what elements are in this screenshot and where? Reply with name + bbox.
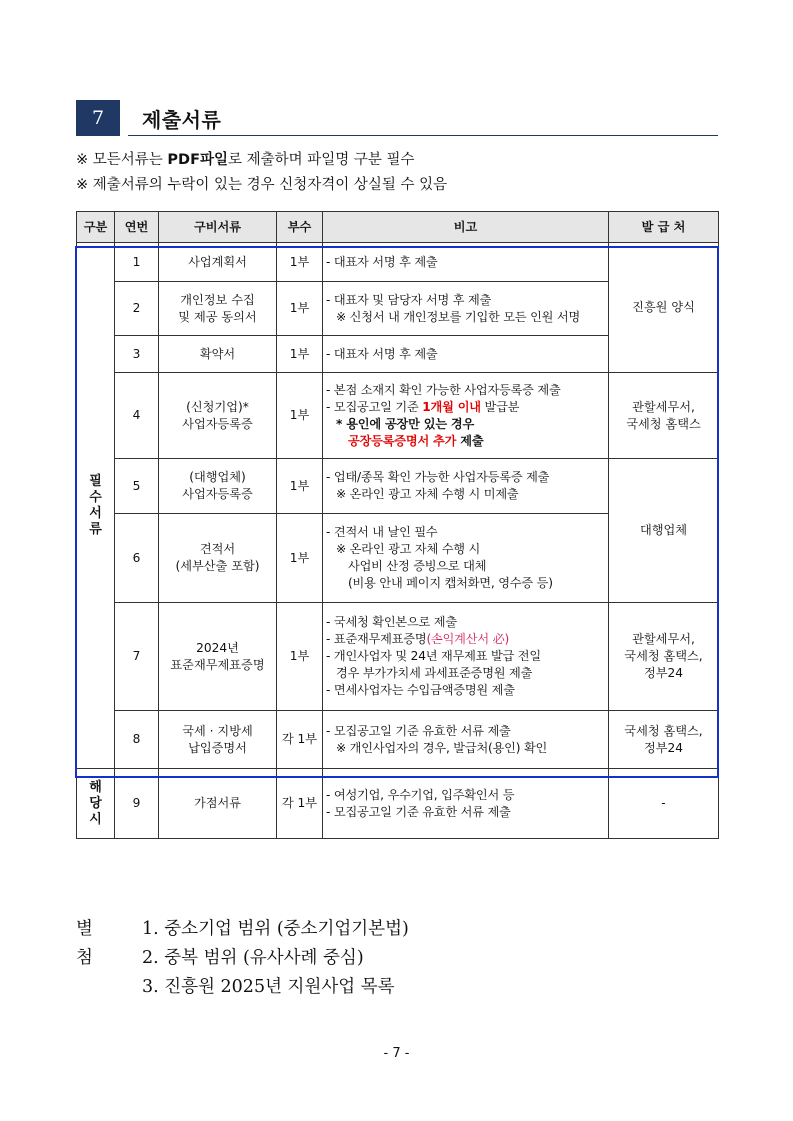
- section-header: [76, 100, 718, 138]
- table-row: [77, 711, 719, 769]
- issuer: 국세청 홈택스, 정부24: [609, 711, 719, 769]
- table-row: [77, 243, 719, 282]
- header-category: 구분: [77, 212, 115, 243]
- table-row: [77, 373, 719, 459]
- remarks: - 국세청 확인본으로 제출 - 표준재무제표증명(손익계산서 必) - 개인사업자 및 24년 재무제표 발급 전일 경우 부가가치세 과세표준증명원 제출 - 면세사업자는 수입금액증명원 제출: [323, 603, 609, 711]
- header-document: 구비서류: [159, 212, 277, 243]
- issuer: 관할세무서, 국세청 홈택스, 정부24: [609, 603, 719, 711]
- document-name: (신청기업)* 사업자등록증: [159, 373, 277, 459]
- document-name: 국세 · 지방세 납입증명서: [159, 711, 277, 769]
- remarks: - 업태/종목 확인 가능한 사업자등록증 제출 ※ 온라인 광고 자체 수행 시 미제출: [323, 459, 609, 514]
- remarks: - 대표자 서명 후 제출: [323, 243, 609, 282]
- table-row: [77, 459, 719, 514]
- issuer: 진흥원 양식: [609, 243, 719, 373]
- copies: 각 1부: [277, 769, 323, 839]
- remarks: - 모집공고일 기준 유효한 서류 제출 ※ 개인사업자의 경우, 발급처(용인) 확인: [323, 711, 609, 769]
- header-no: 연번: [115, 212, 159, 243]
- category-required: 필 수 서 류: [77, 243, 115, 769]
- category-optional: 해 당 시: [77, 769, 115, 839]
- copies: 1부: [277, 603, 323, 711]
- table-row: [77, 769, 719, 839]
- issuer: 대행업체: [609, 459, 719, 603]
- remarks: - 여성기업, 우수기업, 입주확인서 등 - 모집공고일 기준 유효한 서류 제출: [323, 769, 609, 839]
- document-name: (대행업체) 사업자등록증: [159, 459, 277, 514]
- copies: 1부: [277, 282, 323, 336]
- row-number: 5: [115, 459, 159, 514]
- row-number: 2: [115, 282, 159, 336]
- remarks: - 본점 소재지 확인 가능한 사업자등록증 제출 - 모집공고일 기준 1개월 이내 발급분 * 용인에 공장만 있는 경우 공장등록증명서 추가 제출: [323, 373, 609, 459]
- issuer: 관할세무서, 국세청 홈택스: [609, 373, 719, 459]
- remarks: - 견적서 내 날인 필수 ※ 온라인 광고 자체 수행 시 사업비 산정 증빙으로 대체 (비용 안내 페이지 캡처화면, 영수증 등): [323, 514, 609, 603]
- copies: 1부: [277, 243, 323, 282]
- remarks: - 대표자 서명 후 제출: [323, 336, 609, 373]
- document-name: 사업계획서: [159, 243, 277, 282]
- table-header-row: [77, 212, 719, 243]
- row-number: 7: [115, 603, 159, 711]
- remarks: - 대표자 및 담당자 서명 후 제출 ※ 신청서 내 개인정보를 기입한 모든 인원 서명: [323, 282, 609, 336]
- copies: 1부: [277, 459, 323, 514]
- attachments-label: 별첨: [76, 919, 93, 968]
- row-number: 4: [115, 373, 159, 459]
- row-number: 9: [115, 769, 159, 839]
- attachment-item: 1. 중소기업 범위 (중소기업기본법): [142, 919, 409, 939]
- document-name: 개인정보 수집 및 제공 동의서: [159, 282, 277, 336]
- attachment-item: 2. 중복 범위 (유사사례 중심): [142, 948, 364, 968]
- attachment-item: 3. 진흥원 2025년 지원사업 목록: [142, 977, 395, 997]
- header-remarks: 비고: [323, 212, 609, 243]
- section-title: 제출서류: [142, 108, 222, 132]
- note-line: ※ 모든서류는 PDF파일로 제출하며 파일명 구분 필수: [76, 152, 415, 168]
- copies: 1부: [277, 373, 323, 459]
- header-copies: 부수: [277, 212, 323, 243]
- document-name: 2024년 표준재무제표증명: [159, 603, 277, 711]
- table-row: [77, 603, 719, 711]
- page-number: - 7 -: [383, 1046, 410, 1061]
- document-name: 가점서류: [159, 769, 277, 839]
- copies: 1부: [277, 514, 323, 603]
- documents-table: [76, 211, 719, 839]
- attachments-list: [142, 915, 409, 1002]
- section-number: 7: [76, 100, 120, 136]
- copies: 각 1부: [277, 711, 323, 769]
- notes: [76, 148, 447, 198]
- document-name: 견적서 (세부산출 포함): [159, 514, 277, 603]
- row-number: 3: [115, 336, 159, 373]
- row-number: 8: [115, 711, 159, 769]
- header-issuer: 발 급 처: [609, 212, 719, 243]
- note-line: ※ 제출서류의 누락이 있는 경우 신청자격이 상실될 수 있음: [76, 177, 448, 193]
- row-number: 1: [115, 243, 159, 282]
- section-underline: [128, 135, 718, 136]
- row-number: 6: [115, 514, 159, 603]
- copies: 1부: [277, 336, 323, 373]
- document-name: 확약서: [159, 336, 277, 373]
- issuer: -: [609, 769, 719, 839]
